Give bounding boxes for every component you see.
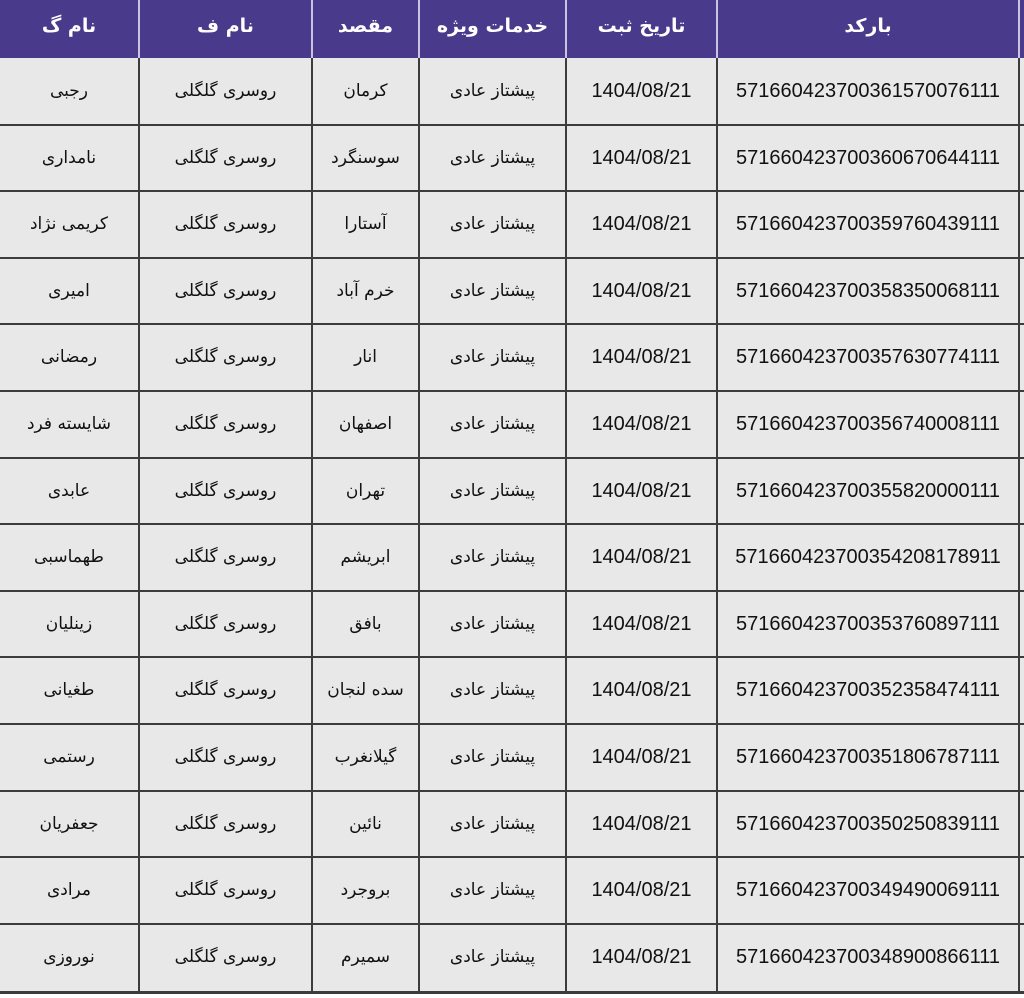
cell-last-name: رستمی [43, 747, 95, 767]
cell-last-name: امیری [48, 281, 90, 301]
cell-destination: تهران [345, 481, 386, 501]
row-divider [0, 590, 1024, 592]
cell-first-name: روسری گلگلی [174, 214, 277, 234]
row-divider [0, 923, 1024, 925]
table-row [0, 258, 1024, 324]
cell-first-name: روسری گلگلی [174, 947, 277, 967]
column-divider [418, 58, 420, 994]
row-divider [0, 457, 1024, 459]
cell-service: پیشتاز عادی [449, 81, 536, 101]
cell-last-name: نامداری [41, 148, 97, 168]
cell-first-name: روسری گلگلی [174, 747, 277, 767]
cell-first-name: روسری گلگلی [174, 614, 277, 634]
cell-barcode: 571660423700355820000111 [736, 480, 1000, 502]
cell-date: 1404/08/21 [591, 946, 692, 968]
cell-service: پیشتاز عادی [449, 680, 536, 700]
cell-destination: انار [354, 347, 377, 367]
cell-last-name: رمضانی [40, 347, 98, 367]
cell-service: پیشتاز عادی [449, 814, 536, 834]
cell-barcode: 571660423700351806787111 [736, 746, 1000, 768]
row-divider [0, 523, 1024, 525]
cell-destination: گیلانغرب [334, 747, 397, 767]
cell-destination: بافق [349, 614, 382, 634]
cell-last-name: نوروزی [43, 947, 95, 967]
table-row [0, 791, 1024, 857]
row-divider [0, 124, 1024, 126]
table-row [0, 591, 1024, 657]
cell-service: پیشتاز عادی [449, 148, 536, 168]
cell-barcode: 571660423700353760897111 [736, 613, 1000, 635]
cell-date: 1404/08/21 [591, 213, 692, 235]
table-row [0, 524, 1024, 590]
cell-destination: ابریشم [340, 547, 391, 567]
cell-date: 1404/08/21 [591, 480, 692, 502]
cell-barcode: 571660423700350250839111 [736, 813, 1000, 835]
cell-date: 1404/08/21 [591, 280, 692, 302]
header-barcode: بارکد [844, 15, 892, 37]
cell-service: پیشتاز عادی [449, 481, 536, 501]
cell-last-name: کریمی نژاد [29, 214, 108, 234]
row-divider [0, 390, 1024, 392]
header-service: خدمات ویژه [436, 15, 549, 37]
cell-service: پیشتاز عادی [449, 880, 536, 900]
cell-last-name: رجبی [49, 81, 89, 101]
table-row [0, 657, 1024, 723]
cell-barcode: 571660423700348900866111 [736, 946, 1000, 968]
cell-first-name: روسری گلگلی [174, 281, 277, 301]
cell-destination: سمیرم [340, 947, 391, 967]
row-divider [0, 790, 1024, 792]
column-divider [716, 58, 718, 994]
cell-service: پیشتاز عادی [449, 547, 536, 567]
cell-barcode: 571660423700354208178911 [735, 546, 1001, 568]
table-row [0, 724, 1024, 790]
row-divider [0, 323, 1024, 325]
cell-first-name: روسری گلگلی [174, 347, 277, 367]
row-divider [0, 723, 1024, 725]
cell-date: 1404/08/21 [591, 813, 692, 835]
cell-destination: نائین [349, 814, 382, 834]
cell-last-name: زینلیان [45, 614, 93, 634]
cell-service: پیشتاز عادی [449, 214, 536, 234]
cell-service: پیشتاز عادی [449, 281, 536, 301]
cell-date: 1404/08/21 [591, 613, 692, 635]
row-divider [0, 190, 1024, 192]
header-destination: مقصد [337, 15, 394, 37]
cell-destination: آستارا [344, 214, 387, 234]
cell-date: 1404/08/21 [591, 679, 692, 701]
cell-last-name: عابدی [47, 481, 91, 501]
cell-first-name: روسری گلگلی [174, 81, 277, 101]
cell-first-name: روسری گلگلی [174, 414, 277, 434]
table-row [0, 458, 1024, 524]
cell-last-name: جعفریان [39, 814, 99, 834]
header-first-name: نام ف [197, 15, 254, 37]
page-margin [0, 994, 1024, 998]
cell-barcode: 571660423700361570076111 [736, 80, 1000, 102]
cell-date: 1404/08/21 [591, 80, 692, 102]
row-divider [0, 656, 1024, 658]
column-divider [311, 58, 313, 994]
cell-service: پیشتاز عادی [449, 347, 536, 367]
cell-destination: بروجرد [340, 880, 391, 900]
table-row [0, 857, 1024, 923]
cell-last-name: مرادی [46, 880, 92, 900]
cell-date: 1404/08/21 [591, 746, 692, 768]
cell-first-name: روسری گلگلی [174, 148, 277, 168]
cell-date: 1404/08/21 [591, 546, 692, 568]
cell-barcode: 571660423700359760439111 [736, 213, 1000, 235]
cell-destination: اصفهان [338, 414, 393, 434]
table-row [0, 125, 1024, 191]
cell-first-name: روسری گلگلی [174, 547, 277, 567]
cell-barcode: 571660423700349490069111 [736, 879, 1000, 901]
cell-service: پیشتاز عادی [449, 614, 536, 634]
cell-first-name: روسری گلگلی [174, 814, 277, 834]
cell-destination: سده لنجان [327, 680, 404, 700]
cell-barcode: 571660423700352358474111 [736, 679, 1000, 701]
cell-destination: خرم آباد [336, 281, 395, 301]
cell-service: پیشتاز عادی [449, 414, 536, 434]
header-separator [1018, 0, 1020, 58]
cell-destination: کرمان [343, 81, 388, 101]
cell-date: 1404/08/21 [591, 413, 692, 435]
table-row [0, 391, 1024, 457]
cell-last-name: شایسته فرد [26, 414, 112, 434]
row-divider [0, 257, 1024, 259]
cell-date: 1404/08/21 [591, 147, 692, 169]
cell-barcode: 571660423700357630774111 [736, 346, 1000, 368]
cell-last-name: طغیانی [43, 680, 95, 700]
cell-date: 1404/08/21 [591, 346, 692, 368]
cell-barcode: 571660423700356740008111 [736, 413, 1000, 435]
header-last-name: نام گ [41, 15, 97, 37]
cell-service: پیشتاز عادی [449, 947, 536, 967]
table-header [0, 0, 1024, 58]
row-divider [0, 856, 1024, 858]
cell-date: 1404/08/21 [591, 879, 692, 901]
cell-first-name: روسری گلگلی [174, 880, 277, 900]
cell-last-name: طهماسبی [34, 547, 104, 567]
table-row [0, 324, 1024, 390]
column-divider [138, 58, 140, 994]
table-row [0, 58, 1024, 124]
table-row [0, 924, 1024, 990]
cell-destination: سوسنگرد [331, 148, 400, 168]
cell-first-name: روسری گلگلی [174, 680, 277, 700]
column-divider [1018, 58, 1020, 994]
column-divider [565, 58, 567, 994]
cell-barcode: 571660423700360670644111 [736, 147, 1000, 169]
cell-first-name: روسری گلگلی [174, 481, 277, 501]
cell-barcode: 571660423700358350068111 [736, 280, 1000, 302]
header-date: تاریخ ثبت [597, 15, 686, 37]
table-row [0, 191, 1024, 257]
cell-service: پیشتاز عادی [449, 747, 536, 767]
